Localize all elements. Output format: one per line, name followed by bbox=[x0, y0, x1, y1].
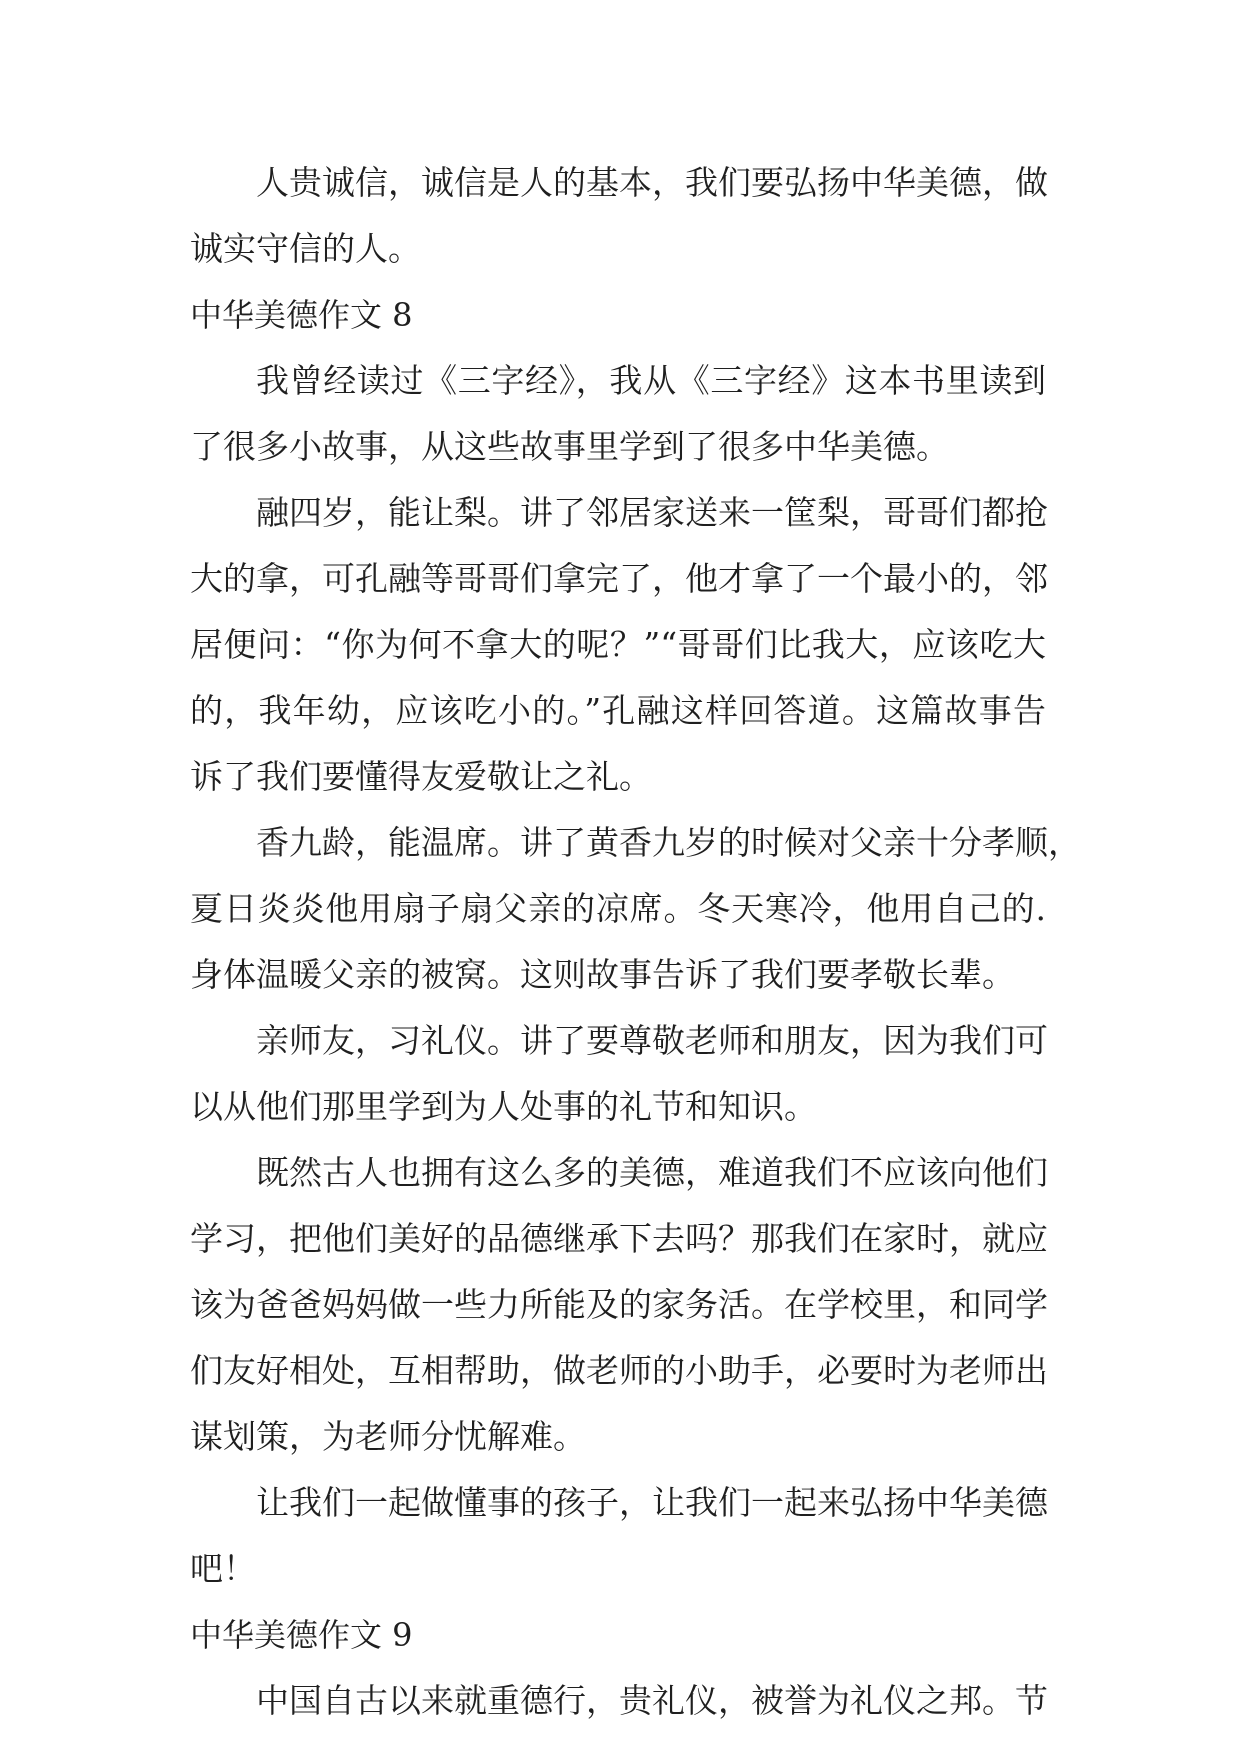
paragraph-line: 学习，把他们美好的品德继承下去吗？那我们在家时，就应 bbox=[190, 1219, 1048, 1258]
paragraph-line: 居便问：“你为何不拿大的呢？”“哥哥们比我大，应该吃大 bbox=[190, 625, 1046, 664]
paragraph-line: 让我们一起做懂事的孩子，让我们一起来弘扬中华美德 bbox=[256, 1483, 1048, 1522]
paragraph-line: 们友好相处，互相帮助，做老师的小助手，必要时为老师出 bbox=[190, 1351, 1048, 1390]
section-heading: 中华美德作文 9 bbox=[190, 1616, 413, 1654]
paragraph-line: 该为爸爸妈妈做一些力所能及的家务活。在学校里，和同学 bbox=[190, 1285, 1048, 1324]
paragraph-line: 谋划策，为老师分忧解难。 bbox=[190, 1417, 586, 1456]
paragraph-line: 大的拿，可孔融等哥哥们拿完了，他才拿了一个最小的，邻 bbox=[190, 559, 1048, 598]
paragraph-line: 中国自古以来就重德行，贵礼仪，被誉为礼仪之邦。节 bbox=[256, 1681, 1048, 1720]
paragraph-line: 我曾经读过《三字经》，我从《三字经》这本书里读到 bbox=[256, 361, 1046, 400]
paragraph-line: 身体温暖父亲的被窝。这则故事告诉了我们要孝敬长辈。 bbox=[190, 955, 1015, 994]
paragraph-line: 诉了我们要懂得友爱敬让之礼。 bbox=[190, 757, 652, 796]
paragraph-line: 亲师友，习礼仪。讲了要尊敬老师和朋友，因为我们可 bbox=[256, 1021, 1048, 1060]
paragraph-line: 吧！ bbox=[190, 1549, 256, 1588]
paragraph-line: 以从他们那里学到为人处事的礼节和知识。 bbox=[190, 1087, 817, 1126]
paragraph-line: 诚实守信的人。 bbox=[190, 229, 421, 268]
paragraph-line: 了很多小故事，从这些故事里学到了很多中华美德。 bbox=[190, 427, 949, 466]
paragraph-line: 夏日炎炎他用扇子扇父亲的凉席。冬天寒冷，他用自己的. bbox=[190, 889, 1046, 928]
paragraph-line: 既然古人也拥有这么多的美德，难道我们不应该向他们 bbox=[256, 1153, 1048, 1192]
paragraph-line: 香九龄，能温席。讲了黄香九岁的时候对父亲十分孝顺， bbox=[256, 823, 1081, 862]
paragraph-line: 的，我年幼，应该吃小的。”孔融这样回答道。这篇故事告 bbox=[190, 691, 1046, 730]
document-body bbox=[190, 150, 1081, 1734]
paragraph-line: 人贵诚信，诚信是人的基本，我们要弘扬中华美德，做 bbox=[256, 163, 1048, 202]
paragraph-line: 融四岁，能让梨。讲了邻居家送来一筐梨，哥哥们都抢 bbox=[256, 493, 1048, 532]
section-heading: 中华美德作文 8 bbox=[190, 296, 413, 334]
